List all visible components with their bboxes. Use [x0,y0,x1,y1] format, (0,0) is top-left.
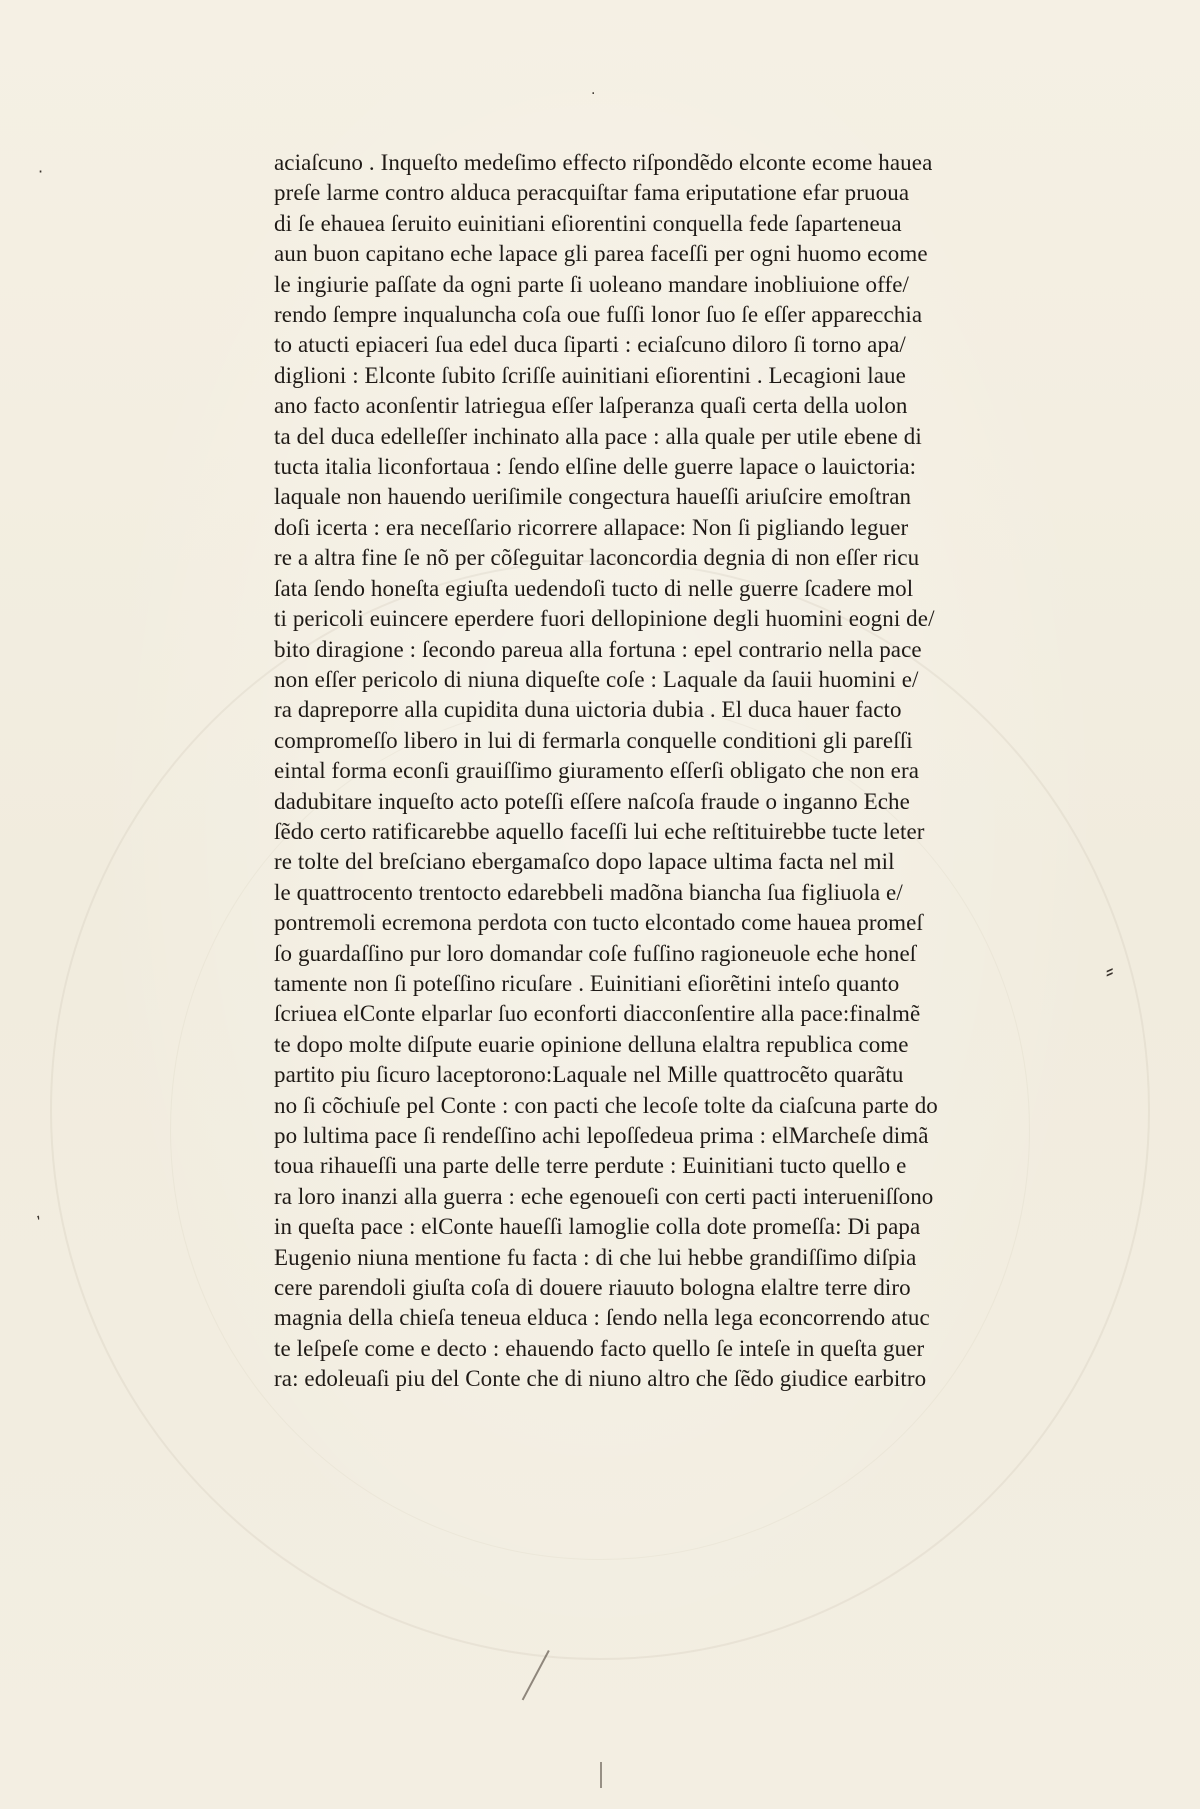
text-line: rendo ſempre inqualuncha coſa oue fuſſi lonor ſuo ſe eſſer apparecchia [274,302,923,328]
text-line: ſcriuea elConte elparlar ſuo econforti diacconſentire alla pace:finalmẽ [274,1001,921,1027]
text-line: le ingiurie paſſate da ogni parte ſi uoleano mandare inobliuione offe/ [274,271,910,297]
text-line: te leſpeſe come e decto : ehauendo facto quello ſe inteſe in queſta guer [274,1335,925,1361]
text-line: ſata ſendo honeſta egiuſta uedendoſi tucto di nelle guerre ſcadere mol [274,575,914,601]
ink-stroke-bottom [522,1650,550,1700]
text-line: aciaſcuno . Inqueſto medeſimo effecto riſpondẽdo elconte ecome hauea [274,150,933,175]
text-line: dadubitare inqueſto acto poteſſi eſſere naſcoſa fraude o inganno Eche [274,788,910,814]
ink-mark-left-lower: ʼ [33,1211,48,1232]
text-line: tamente non ſi poteſſino ricuſare . Euinitiani eſiorẽtini inteſo quanto [274,970,900,996]
text-line: cere parendoli giuſta coſa di douere riauuto bologna elaltre terre diro [274,1275,911,1301]
text-line: re a altra fine ſe nõ per cõſeguitar laconcordia degnia di non eſſer ricu [274,545,920,571]
text-line: te dopo molte diſpute euarie opinione delluna elaltra republica come [274,1031,909,1057]
ink-mark-right: ⸗ [1106,959,1114,984]
text-line: no ſi cõchiuſe pel Conte : con pacti che lecoſe tolte da ciaſcuna parte do [274,1092,938,1118]
text-line: diglioni : Elconte ſubito ſcriſſe auinitiani eſiorentini . Lecagioni laue [274,362,906,388]
text-line: doſi icerta : era neceſſario ricorrere allapace: Non ſi pigliando leguer [274,514,909,540]
text-line: in queſta pace : elConte haueſſi lamoglie colla dote promeſſa: Di papa [274,1214,921,1240]
text-line: ſo guardaſſino pur loro domandar coſe fuſſino ragioneuole eche honeſ [274,940,917,966]
text-line: ano facto aconſentir latriegua eſſer laſperanza quaſi certa della uolon [274,393,908,419]
text-line: non eſſer pericolo di niuna diqueſte coſe : Laquale da ſauii huomini e/ [274,666,919,692]
text-line: ti pericoli euincere eperdere fuori dellopinione degli huomini eogni de/ [274,606,935,632]
text-line: di ſe ehauea ſeruito euinitiani eſiorentini conquella fede ſaparteneua [274,210,902,236]
text-line: eintal forma econſi grauiſſimo giuramento eſſerſi obligato che non era [274,758,920,784]
text-line: re tolte del breſciano ebergamaſco dopo lapace ultima facta nel mil [274,849,895,875]
text-line: to atucti epiaceri ſua edel duca ſiparti : eciaſcuno diloro ſi torno apa/ [274,332,906,358]
text-line: ta del duca edelleſſer inchinato alla pace : alla quale per utile ebene di [274,423,922,449]
text-line: magnia della chieſa teneua elduca : ſendo nella lega econcorrendo atuc [274,1305,930,1331]
text-line: toua rihaueſſi una parte delle terre perdute : Euinitiani tucto quello e [274,1153,907,1179]
ink-stroke-bottom-small [600,1762,602,1788]
text-line: ra loro inanzi alla guerra : eche egenoueſi con certi pacti interueniſſono [274,1183,934,1209]
text-line: laquale non hauendo ueriſimile congectura haueſſi ariuſcire emoſtran [274,484,912,510]
text-line: tucta italia liconfortaua : ſendo elſine delle guerre lapace o lauictoria: [274,454,917,480]
ink-mark-left: · [38,162,44,181]
text-line: Eugenio niuna mentione fu facta : di che lui hebbe grandiſſimo diſpia [274,1244,917,1270]
text-line: ſẽdo certo ratificarebbe aquello faceſſi lui eche reſtituirebbe tucte leter [274,818,925,844]
text-line: aun buon capitano eche lapace gli parea faceſſi per ogni huomo ecome [274,241,928,267]
text-line: bito diragione : ſecondo pareua alla fortuna : epel contrario nella pace [274,636,922,662]
text-line: pontremoli ecremona perdota con tucto elcontado come hauea promeſ [274,910,923,936]
body-text [274,148,1054,1395]
ink-mark-top: · [591,86,596,102]
text-line: po lultima pace ſi rendeſſino achi lepoſſedeua prima : elMarcheſe dimã [274,1123,929,1148]
text-line: ra: edoleuaſi piu del Conte che di niuno altro che ſẽdo giudice earbitro [274,1366,927,1392]
text-line: compromeſſo libero in lui di fermarla conquelle conditioni gli pareſſi [274,727,913,753]
text-line: ra dapreporre alla cupidita duna uictoria dubia . El duca hauer facto [274,697,902,723]
text-line: preſe larme contro alduca peracquiſtar fama eriputatione efar pruoua [274,180,910,206]
text-line: partito piu ſicuro laceptorono:Laquale nel Mille quattrocẽto quarãtu [274,1062,904,1088]
text-line: le quattrocento trentocto edarebbeli madõna biancha ſua figliuola e/ [274,879,903,905]
